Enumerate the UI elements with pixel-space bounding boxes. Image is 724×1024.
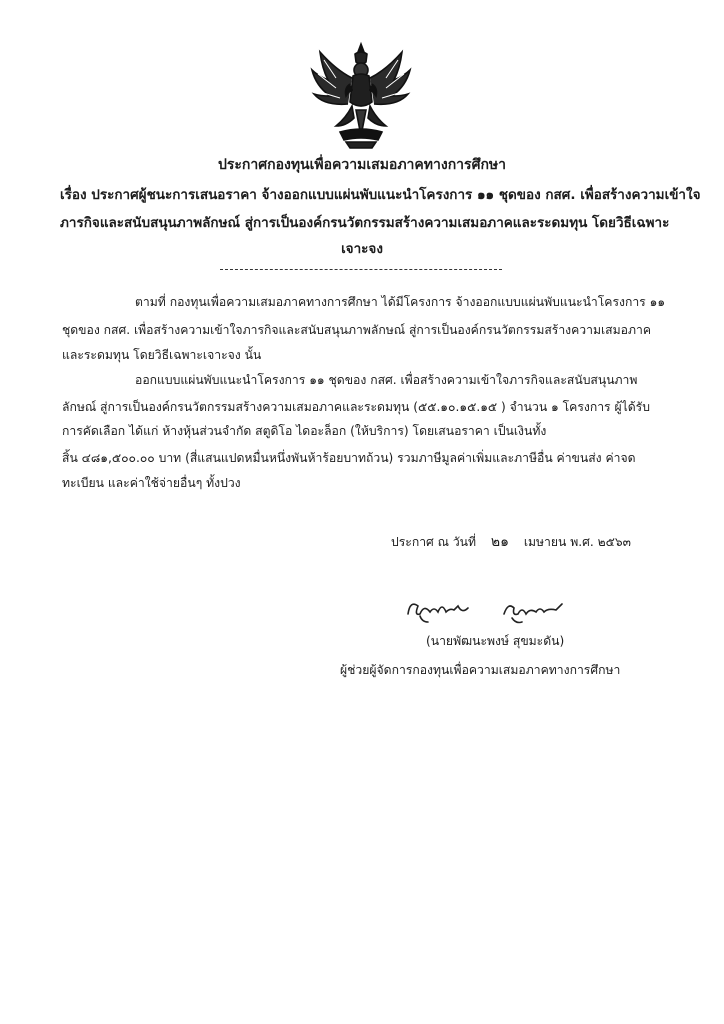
- announce-month-year: เมษายน พ.ศ. ๒๕๖๓: [523, 535, 631, 549]
- para1-line-3: และระดมทุน โดยวิธีเฉพาะเจาะจง นั้น: [62, 348, 262, 362]
- subject-line-2: ภารกิจและสนับสนุนภาพลักษณ์ สู่การเป็นองค์กรนวัตกรรมสร้างความเสมอภาคและระดมทุน โดยวิธีเฉพาะ: [60, 215, 670, 231]
- para1-line-1: ตามที่ กองทุนเพื่อความเสมอภาคทางการศึกษา ได้มีโครงการ จ้างออกแบบแผ่นพับแนะนำโครงการ ๑๑: [135, 295, 666, 309]
- announcement-title: ประกาศกองทุนเพื่อความเสมอภาคทางการศึกษา: [217, 157, 507, 173]
- signer-name: (นายพัฒนะพงษ์ สุขมะดัน): [426, 634, 565, 648]
- para2-line-3: การคัดเลือก ได้แก่ ห้างหุ้นส่วนจำกัด สตูดิโอ ไดอะล็อก (ให้บริการ) โดยเสนอราคา เป็นเงินทั้ง: [62, 424, 547, 438]
- announce-prefix: ประกาศ ณ วันที่: [391, 535, 477, 549]
- para1-line-2: ชุดของ กสศ. เพื่อสร้างความเข้าใจภารกิจและสนับสนุนภาพลักษณ์ สู่การเป็นองค์กรนวัตกรรมสร้างความเสมอภาค: [62, 323, 651, 337]
- handwritten-signature: [400, 592, 590, 628]
- signer-position: ผู้ช่วยผู้จัดการกองทุนเพื่อความเสมอภาคทางการศึกษา: [340, 663, 621, 677]
- para2-line-1: ออกแบบแผ่นพับแนะนำโครงการ ๑๑ ชุดของ กสศ. เพื่อสร้างความเข้าใจภารกิจและสนับสนุนภาพ: [135, 373, 638, 387]
- subject-line-1: เรื่อง ประกาศผู้ชนะการเสนอราคา จ้างออกแบบแผ่นพับแนะนำโครงการ ๑๑ ชุดของ กสศ. เพื่อสร้างความเข้าใจ: [60, 187, 701, 203]
- para2-line-2: ลักษณ์ สู่การเป็นองค์กรนวัตกรรมสร้างความเสมอภาคและระดมทุน (๕๕.๑๐.๑๕.๑๕ ) จำนวน ๑ โครงการ ผู้ได้รับ: [62, 400, 650, 414]
- para2-line-4: สิ้น ๔๘๑,๕๐๐.๐๐ บาท (สี่แสนแปดหมื่นหนึ่งพันห้าร้อยบาทถ้วน) รวมภาษีมูลค่าเพิ่มและภาษีอื่น ค่าขนส่ง ค่าจด: [62, 451, 636, 465]
- subject-line-3: เจาะจง: [341, 241, 383, 257]
- announce-day: ๒๑: [490, 534, 509, 550]
- dashed-divider: [220, 269, 502, 270]
- announce-date: [391, 531, 631, 553]
- para2-line-5: ทะเบียน และค่าใช้จ่ายอื่นๆ ทั้งปวง: [62, 476, 241, 490]
- garuda-emblem-icon: [306, 40, 416, 150]
